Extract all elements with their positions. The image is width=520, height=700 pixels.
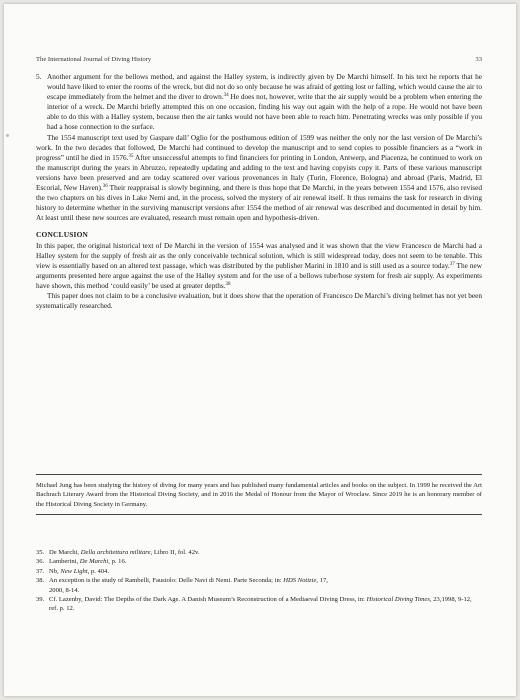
section-heading: CONCLUSION: [36, 230, 89, 240]
text-run: Another argument for the bellows method, and against the Halley system, is indirectly given by De Marchi himself. In his text he reports that he would have liked to enter the rooms of the wreck, but did not do so only because he was afraid of getting lost or falling, which would cause the air to escape immediately from the helmet and the diver to drown.: [47, 72, 482, 102]
footnote: [36, 557, 482, 566]
footnote-ref: 34: [223, 93, 229, 99]
footnotes: [36, 548, 482, 614]
text-run: 2000, 8-14.: [49, 586, 80, 594]
italic-title: Della architettura militare: [80, 549, 151, 556]
running-header: [36, 56, 482, 68]
text-run: , p. 16.: [108, 558, 127, 566]
document-page: [4, 4, 516, 696]
list-item-number: 5.: [36, 72, 42, 81]
footnote-ref: 35: [128, 153, 134, 159]
paragraph-final: This paper does not claim to be a conclusive evaluation, but it does show that the operation of Francesco De Marchi’s diving helmet has not yet been systematically researched.: [36, 290, 482, 311]
footnote: [36, 567, 482, 576]
page-number: 33: [475, 56, 482, 63]
text-run: , Libro II, fol. 42v.: [150, 549, 200, 556]
author-bio-box: [36, 474, 482, 515]
text-run: Cf. Lazenby, David: The Depths of the Dark Age. A Danish Museum’s Reconstruction of a Mediaeval Diving Dress, in:: [49, 596, 367, 604]
journal-title: The International Journal of Diving History: [36, 56, 152, 63]
footnote-number: 39.: [36, 596, 45, 604]
list-item-5: [36, 72, 482, 133]
italic-title: Historical Diving Times: [366, 596, 430, 604]
text-run: He does not, however, write that the air supply would be a problem when entering the interior of a wreck. De Marchi briefly attempted this on one occasion, finding his way out again with the help of a rope. He would not have been able to do this with a Halley system, because then the air tanks would not have been able to reach him. Penetrating wrecks was only possible if you had a hose connection to the surface.: [47, 92, 482, 132]
text-run: After unsuccessful attempts to find financiers for printing in London, Antwerp, and Piacenza, he continued to work on the manuscript during the years in Abruzzo, repeatedly updating and adding to the text and having copyists copy it. Parts of these various manuscript versions have been preserved and are today scattered over various provenances in Italy (Turin, Florence, Bologna) and abroad (Paris, Madrid, El Escorial, New Haven).: [36, 152, 482, 193]
text-run: De Marchi,: [49, 549, 81, 556]
text-run: , 17,: [316, 577, 328, 585]
body-text: [36, 72, 482, 311]
text-run: , 23,1998, 9-12, ref. p. 12.: [49, 596, 472, 613]
italic-title: De Marchi: [79, 558, 109, 566]
divider: [36, 514, 482, 515]
footnote: [36, 548, 482, 557]
footnote-ref: 36: [102, 184, 108, 190]
footnote-number: 38.: [36, 577, 45, 585]
list-item-text: [47, 72, 482, 133]
footnote-number: 35.: [36, 549, 45, 556]
footnote: [36, 576, 482, 595]
text-run: The new arguments presented here argue against the use of the Halley system and for the use of a bellows tube/hose system for fresh air supply. As experiments have shown, this method ‘could easily’ be used at greater depths.: [36, 260, 482, 290]
text-run: Lamberini,: [49, 558, 80, 566]
footnote: [36, 595, 482, 614]
paragraph-manuscript: [36, 133, 482, 224]
footnote-ref: 38: [225, 281, 231, 287]
footnote-number: 37.: [36, 567, 45, 575]
text-run: Their reappraisal is slowly beginning, and there is thus hope that De Marchi, in the years between 1554 and 1576, also revised the two chapters on his dives in Lake Nemi and, in the process, solved the mystery of air renewal itself. It thus remains the task for research in diving history to determine whether in the surviving manuscript versions after 1554 the method of air renewal was described and documented in detail by him. At least until these new sources are evaluated, research must remain open and hypothesis-driven.: [36, 183, 482, 223]
paragraph-conclusion: [36, 241, 482, 291]
footnote-ref: 37: [449, 261, 455, 267]
text-run: In this paper, the original historical text of De Marchi in the version of 1554 was analysed and it was shown that the view Francesco de Marchi had a Halley system for the supply of fresh air as the only conceivable technical solution, which is still widespread today, does not seem to be tenable. This view is essentially based on an altered text passage, which was distributed by the publisher Marini in 1810 and is still used as a source today.: [36, 240, 482, 270]
text-run: Nb,: [49, 567, 61, 575]
text-run: An exception is the study of Rambelli, Faustolo: Delle Navi di Nemi. Parte Seconda; in:: [49, 577, 284, 585]
italic-title: HDS Notizie: [283, 577, 317, 585]
text-run: , p. 404.: [87, 567, 110, 575]
text-run: The 1554 manuscript text used by Gaspare dall’ Oglio for the posthumous edition of 1599 was neither the only nor the last version of De Marchi’s work. In the two decades that followed, De Marchi had continued to develop the manuscript and to send copies to possible financiers as a “work in progress” until he died in 1576.: [36, 132, 482, 162]
footnote-number: 36.: [36, 558, 45, 566]
italic-title: New Light: [60, 567, 88, 575]
scan-mark: [6, 134, 9, 137]
author-bio: Michael Jung has been studying the history of diving for many years and has published many fundamental articles and books on the subject. In 1999 he received the Art Bachrach Literary Award from the Historical Diving Society, and in 2016 the Medal of Honour from the Mayor of Wroclaw. Since 2019 he is an honorary member of the Historical Diving Society in Germany.: [36, 482, 482, 508]
